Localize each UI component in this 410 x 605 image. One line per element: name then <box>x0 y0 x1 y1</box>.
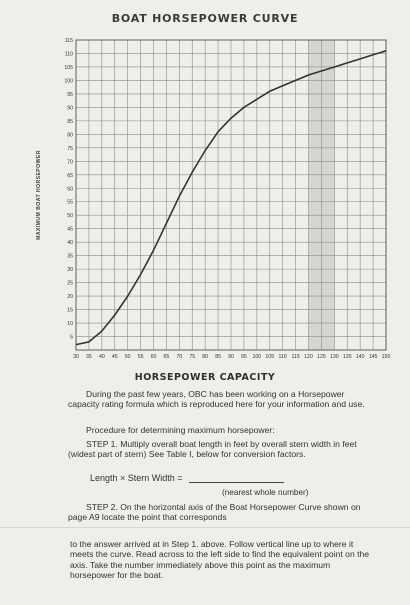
x-tick-label: 140 <box>355 354 365 360</box>
step1-paragraph: STEP 1. Multiply overall boat length in feet by overall stern width in feet (widest part of stern) See Table I, below for conversion factors. <box>68 439 357 460</box>
y-tick-label: 80 <box>67 132 73 139</box>
formula-blank <box>189 474 284 483</box>
x-tick-label: 65 <box>163 354 170 360</box>
x-tick-label: 80 <box>202 354 209 360</box>
step2-continuation: to the answer arrived at in Step 1. above. Follow vertical line up to where it meets the curve. Read across to the left side to find the equivalent point on the axis. Take the number immediately above this point as the maximum horsepower for the boat. <box>70 539 370 580</box>
page-fold-divider <box>0 527 410 528</box>
y-tick-label: 10 <box>67 321 73 328</box>
x-tick-label: 135 <box>342 354 352 360</box>
x-tick-label: 150 <box>381 354 391 360</box>
x-tick-label: 100 <box>252 354 262 360</box>
x-tick-label: 40 <box>98 354 105 360</box>
y-tick-label: 60 <box>67 186 73 193</box>
y-tick-label: 85 <box>67 118 73 125</box>
x-tick-label: 115 <box>291 354 300 360</box>
x-tick-label: 70 <box>176 354 183 360</box>
x-tick-label: 110 <box>278 354 287 360</box>
y-tick-label: 65 <box>67 172 73 179</box>
y-axis-label: MAXIMUM BOAT HORSEPOWER <box>36 150 42 240</box>
y-tick-label: 40 <box>67 240 73 247</box>
x-tick-label: 90 <box>228 354 234 360</box>
y-tick-label: 95 <box>67 91 73 98</box>
x-tick-label: 60 <box>150 354 157 360</box>
y-tick-label: 55 <box>67 199 73 206</box>
y-tick-label: 105 <box>64 64 73 71</box>
x-tick-label: 120 <box>304 354 313 360</box>
formula-text: Length × Stern Width = <box>90 473 183 483</box>
x-tick-label: 145 <box>368 354 378 360</box>
y-tick-label: 115 <box>64 38 73 44</box>
x-tick-label: 95 <box>241 354 247 360</box>
y-tick-label: 30 <box>67 267 73 274</box>
x-tick-label: 35 <box>86 354 92 360</box>
x-tick-label: 30 <box>73 354 79 360</box>
x-tick-label: 130 <box>330 354 339 360</box>
x-tick-label: 125 <box>317 354 326 360</box>
intro-paragraph: During the past few years, OBC has been working on a Horsepower capacity rating formula which is reproduced here for your information and use. <box>68 389 365 410</box>
x-tick-label: 85 <box>215 354 221 360</box>
y-tick-label: 45 <box>67 226 73 233</box>
y-tick-label: 5 <box>70 334 73 341</box>
y-tick-label: 70 <box>67 159 73 166</box>
procedure-paragraph: Procedure for determining maximum horsepower: <box>86 425 275 435</box>
x-tick-label: 50 <box>124 354 131 360</box>
chart-title: BOAT HORSEPOWER CURVE <box>111 12 299 25</box>
y-tick-label: 75 <box>67 145 73 152</box>
y-tick-labels <box>64 38 73 341</box>
y-tick-label: 100 <box>64 78 73 85</box>
y-tick-label: 20 <box>67 294 73 301</box>
x-tick-labels <box>73 354 390 360</box>
y-tick-label: 110 <box>64 51 73 58</box>
section-heading: HORSEPOWER CAPACITY <box>134 372 276 383</box>
x-tick-label: 105 <box>265 354 275 360</box>
step2-paragraph: STEP 2. On the horizontal axis of the Boat Horsepower Curve shown on page A9 locate the point that corresponds <box>68 502 361 523</box>
x-tick-label: 55 <box>137 354 144 360</box>
y-tick-label: 50 <box>67 213 73 220</box>
y-tick-label: 15 <box>67 307 73 314</box>
y-tick-label: 35 <box>67 253 73 260</box>
y-tick-label: 25 <box>67 280 73 287</box>
y-tick-label: 90 <box>67 105 73 112</box>
formula-line <box>90 473 370 483</box>
x-tick-label: 75 <box>189 354 196 360</box>
x-tick-label: 45 <box>111 354 118 360</box>
formula-note: (nearest whole number) <box>222 488 309 497</box>
